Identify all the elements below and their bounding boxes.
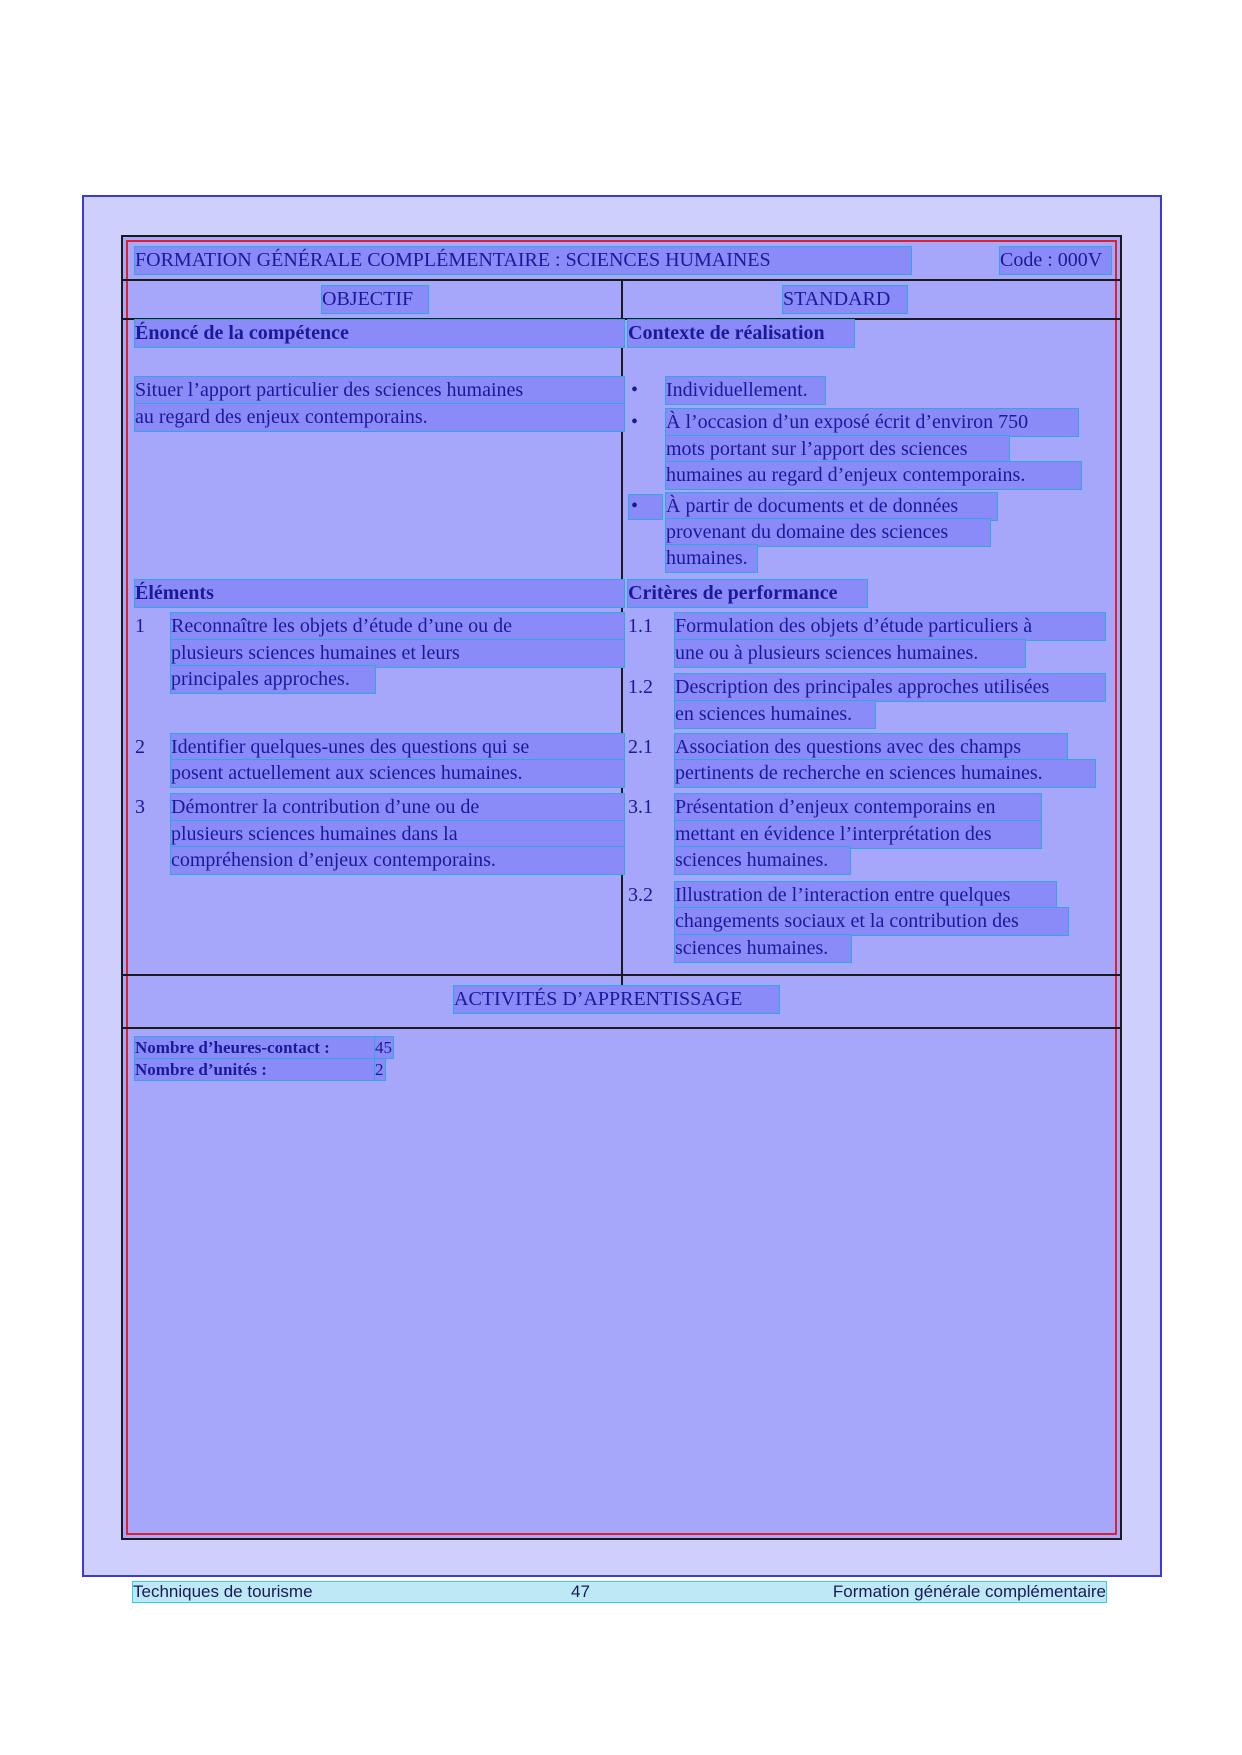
element-line: principales approches. [171, 666, 375, 693]
units-value: 2 [375, 1060, 384, 1079]
formation-title: FORMATION GÉNÉRALE COMPLÉMENTAIRE : SCIENCES HUMAINES [135, 247, 911, 274]
criterion-number: 1.2 [628, 676, 653, 698]
criterion-number: 2.1 [628, 736, 653, 758]
footer-section: Formation générale complémentaire [832, 1582, 1106, 1601]
divider [123, 974, 1120, 976]
units-label: Nombre d’unités : [135, 1059, 375, 1080]
criterion-line: en sciences humaines. [675, 701, 875, 728]
context-line: À partir de documents et de données [666, 493, 997, 520]
competence-line: au regard des enjeux contemporains. [135, 404, 624, 431]
criterion-line: Illustration de l’interaction entre quelques [675, 882, 1056, 909]
context-line: humaines. [666, 545, 757, 572]
criterion-number: 3.2 [628, 884, 653, 906]
criterion-line: pertinents de recherche en sciences humaines. [675, 760, 1095, 787]
context-line: Individuellement. [666, 377, 825, 404]
element-line: Reconnaître les objets d’étude d’une ou de [171, 613, 624, 640]
criterion-line: sciences humaines. [675, 935, 851, 962]
context-line: À l’occasion d’un exposé écrit d’environ 750 [666, 409, 1078, 436]
activities-heading: ACTIVITÉS D’APPRENTISSAGE [454, 986, 779, 1013]
criterion-line: Description des principales approches utilisées [675, 674, 1105, 701]
element-number: 1 [135, 615, 145, 637]
competence-heading: Énoncé de la compétence [135, 320, 624, 347]
element-number: 2 [135, 736, 145, 758]
hours-label: Nombre d’heures-contact : [135, 1037, 375, 1058]
bullet-icon: • [631, 379, 639, 401]
course-code: Code : 000V [1000, 247, 1111, 274]
context-line: provenant du domaine des sciences [666, 519, 990, 546]
criterion-line: Présentation d’enjeux contemporains en [675, 794, 1041, 821]
competency-table [121, 235, 1122, 1540]
context-line: humaines au regard d’enjeux contemporains. [666, 462, 1081, 489]
hours-value: 45 [375, 1038, 392, 1057]
divider [123, 1027, 1120, 1029]
criteria-heading: Critères de performance [628, 580, 867, 607]
criterion-line: Association des questions avec des champs [675, 734, 1067, 761]
criterion-line: une ou à plusieurs sciences humaines. [675, 640, 1025, 667]
context-line: mots portant sur l’apport des sciences [666, 436, 1009, 463]
criterion-line: changements sociaux et la contribution des [675, 908, 1068, 935]
criterion-line: sciences humaines. [675, 847, 850, 874]
element-line: posent actuellement aux sciences humaines. [171, 760, 624, 787]
page-footer [133, 1582, 1106, 1602]
element-number: 3 [135, 796, 145, 818]
objectif-heading: OBJECTIF [322, 286, 428, 313]
element-line: Identifier quelques-unes des questions qui se [171, 734, 624, 761]
element-line: plusieurs sciences humaines et leurs [171, 640, 624, 667]
bullet-icon: • [631, 411, 639, 433]
page-number: 47 [571, 1582, 590, 1601]
criterion-number: 1.1 [628, 615, 653, 637]
element-line: plusieurs sciences humaines dans la [171, 821, 624, 848]
context-heading: Contexte de réalisation [628, 320, 854, 347]
criterion-line: Formulation des objets d’étude particuliers à [675, 613, 1105, 640]
competence-line: Situer l’apport particulier des sciences humaines [135, 377, 624, 404]
bullet-icon: • [631, 495, 639, 517]
standard-heading: STANDARD [783, 286, 907, 313]
footer-program: Techniques de tourisme [133, 1582, 313, 1601]
criterion-number: 3.1 [628, 796, 653, 818]
criterion-line: mettant en évidence l’interprétation des [675, 821, 1041, 848]
element-line: compréhension d’enjeux contemporains. [171, 847, 624, 874]
elements-heading: Éléments [135, 580, 624, 607]
element-line: Démontrer la contribution d’une ou de [171, 794, 624, 821]
